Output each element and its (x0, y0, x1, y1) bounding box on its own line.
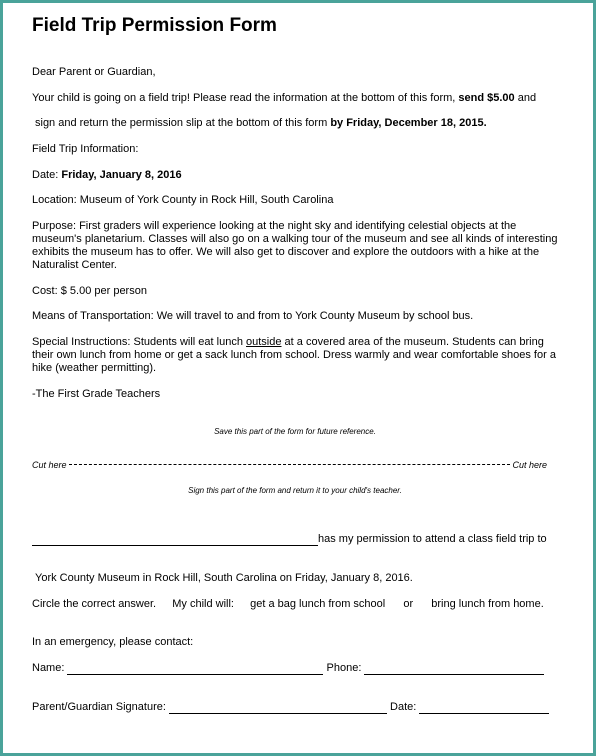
trip-transport: Means of Transportation: We will travel to and from to York County Museum by school bus. (32, 310, 474, 322)
signature-row (32, 701, 549, 714)
trip-date (32, 169, 182, 182)
child-name-blank[interactable] (32, 534, 318, 546)
intro-and: and (514, 92, 537, 104)
cut-here-right: Cut here (512, 460, 547, 470)
phone-blank[interactable] (364, 663, 544, 675)
special-text-b: at a covered area of the museum. Students can bring their own lunch from home or get a sack lunch from school. Dress warmly and wear comfortable shoes for a hike (weather permitting). (32, 336, 556, 374)
sign-note: Sign this part of the form and return it to your child's teacher. (188, 486, 402, 495)
intro-text: Your child is going on a field trip! Please read the information at the bottom of this form, (32, 92, 459, 104)
permission-text: has my permission to attend a class field trip to (318, 533, 547, 545)
lunch-option-home[interactable]: bring lunch from home. (431, 598, 544, 610)
date-sig-label: Date: (390, 701, 417, 713)
signature-label: Parent/Guardian Signature: (32, 701, 166, 713)
lunch-choice (32, 598, 544, 611)
emergency-name-row (32, 662, 544, 675)
date-label: Date: (32, 169, 62, 181)
emergency-heading: In an emergency, please contact: (32, 636, 194, 648)
option-or: or (403, 598, 414, 610)
special-instructions (32, 336, 562, 375)
signoff: -The First Grade Teachers (32, 388, 161, 400)
permission-place: York County Museum in Rock Hill, South Carolina on Friday, January 8, 2016. (35, 572, 413, 584)
permission-line (32, 533, 547, 546)
intro-line-1 (32, 92, 536, 105)
special-outside: outside (246, 336, 282, 348)
phone-label: Phone: (326, 662, 362, 674)
cut-line (32, 460, 547, 470)
name-label: Name: (32, 662, 65, 674)
signature-blank[interactable] (169, 702, 387, 714)
intro-line-2 (35, 117, 487, 130)
cut-dashes (69, 464, 511, 465)
trip-purpose: Purpose: First graders will experience looking at the night sky and identifying celestial objects at the museum's planetarium. Classes will also go on a walking tour of the museum and see all kinds of interesting exhibits the museum has to offer. We will also get to discover and explore the outdoors with a hike at the Naturalist Center. (32, 220, 558, 271)
intro2-text: sign and return the permission slip at the bottom of this form (35, 117, 331, 129)
special-text-a: Special Instructions: Students will eat lunch (32, 336, 247, 348)
name-blank[interactable] (67, 663, 323, 675)
intro-send-amount: send $5.00 (458, 92, 515, 104)
my-child-will: My child will: (172, 598, 234, 610)
save-note: Save this part of the form for future reference. (214, 427, 376, 436)
trip-location: Location: Museum of York County in Rock Hill, South Carolina (32, 194, 334, 206)
lunch-option-school[interactable]: get a bag lunch from school (250, 598, 386, 610)
due-date: by Friday, December 18, 2015. (330, 117, 487, 129)
greeting: Dear Parent or Guardian, (32, 66, 156, 78)
cut-here-left: Cut here (32, 460, 67, 470)
trip-cost: Cost: $ 5.00 per person (32, 285, 147, 297)
form-title: Field Trip Permission Form (32, 15, 277, 36)
signature-date-blank[interactable] (419, 702, 549, 714)
date-value: Friday, January 8, 2016 (61, 169, 182, 181)
circle-label: Circle the correct answer. (32, 598, 157, 610)
info-heading: Field Trip Information: (32, 143, 139, 155)
